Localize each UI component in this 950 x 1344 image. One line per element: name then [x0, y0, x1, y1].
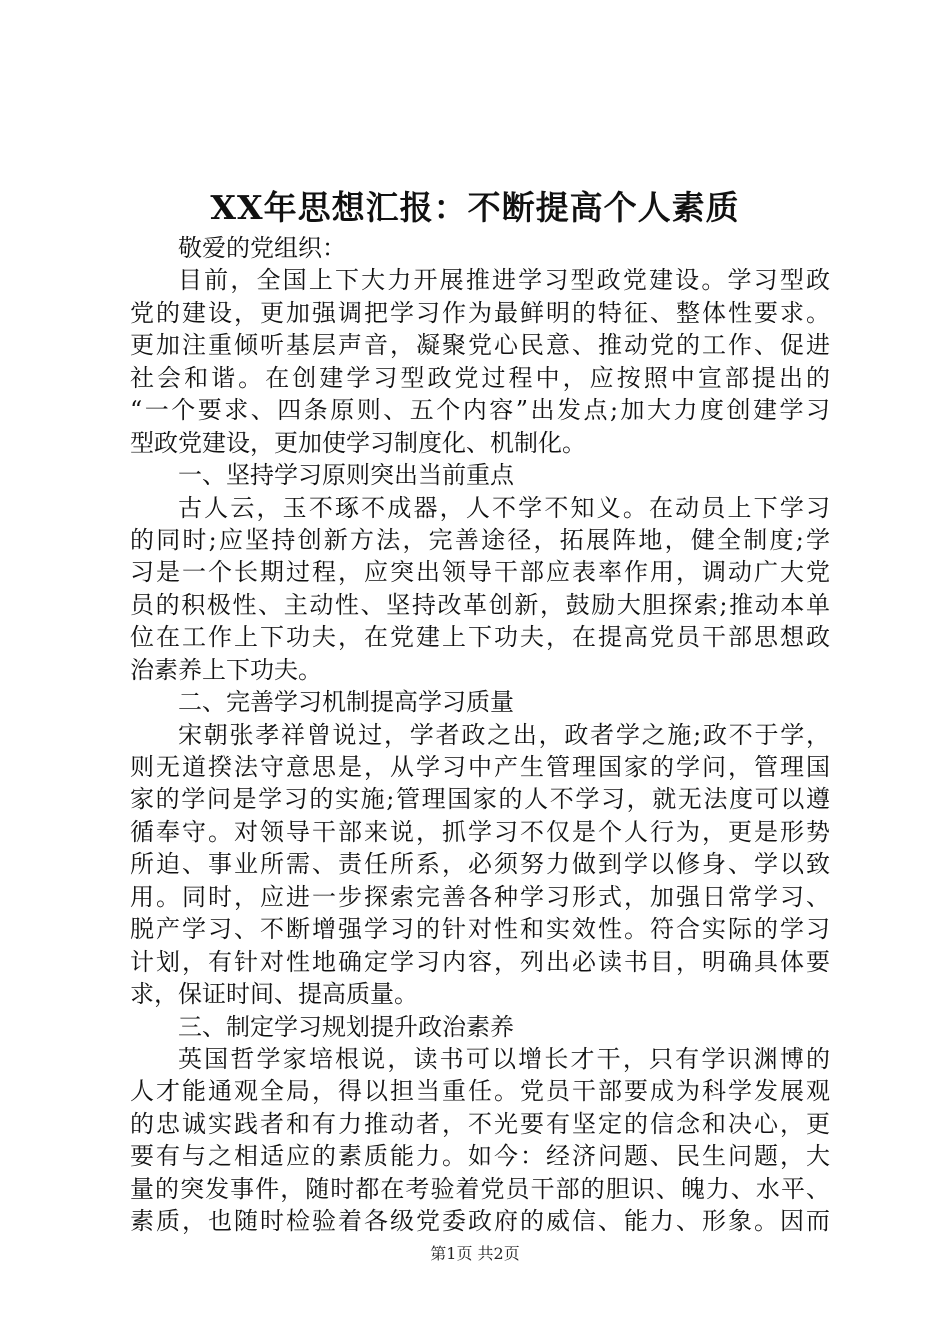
- paragraph-line: 脱产学习、不断增强学习的针对性和实效性。符合实际的学习: [130, 915, 830, 944]
- paragraph-line: 的忠诚实践者和有力推动者，不光要有坚定的信念和决心，更: [130, 1109, 830, 1138]
- section-heading: 二、完善学习机制提高学习质量: [178, 688, 514, 717]
- section-heading: 一、坚持学习原则突出当前重点: [178, 461, 514, 490]
- salutation: 敬爱的党组织：: [178, 234, 346, 262]
- paragraph-line: 用。同时，应进一步探索完善各种学习形式，加强日常学习、: [130, 882, 830, 911]
- paragraph-line: 家的学问是学习的实施;管理国家的人不学习，就无法度可以遵: [130, 785, 830, 814]
- paragraph-line: 人才能通观全局，得以担当重任。党员干部要成为科学发展观: [130, 1077, 830, 1106]
- paragraph-line: “一个要求、四条原则、五个内容”出发点;加大力度创建学习: [130, 396, 830, 425]
- section-heading: 三、制定学习规划提升政治素养: [178, 1012, 514, 1041]
- paragraph-line: 计划，有针对性地确定学习内容，列出必读书目，明确具体要: [130, 947, 830, 976]
- paragraph-line: 位在工作上下功夫，在党建上下功夫，在提高党员干部思想政: [130, 623, 830, 652]
- paragraph-line: 社会和谐。在创建学习型政党过程中，应按照中宣部提出的: [130, 363, 830, 392]
- paragraph-line: 治素养上下功夫。: [130, 655, 322, 684]
- paragraph-line: 古人云，玉不琢不成器，人不学不知义。在动员上下学习: [178, 493, 830, 522]
- paragraph-line: 员的积极性、主动性、坚持改革创新，鼓励大胆探索;推动本单: [130, 590, 830, 619]
- paragraph-line: 宋朝张孝祥曾说过，学者政之出，政者学之施;政不于学，: [178, 720, 830, 749]
- document-body: [130, 232, 830, 1238]
- paragraph-line: 更加注重倾听基层声音，凝聚党心民意、推动党的工作、促进: [130, 331, 830, 360]
- paragraph-line: 素质，也随时检验着各级党委政府的威信、能力、形象。因而: [130, 1207, 830, 1236]
- paragraph-line: 量的突发事件，随时都在考验着党员干部的胆识、魄力、水平、: [130, 1174, 830, 1203]
- paragraph-line: 型政党建设，更加使学习制度化、机制化。: [130, 428, 586, 457]
- paragraph-line: 要有与之相适应的素质能力。如今：经济问题、民生问题，大: [130, 1142, 830, 1171]
- paragraph-line: 所迫、事业所需、责任所系，必须努力做到学以修身、学以致: [130, 850, 830, 879]
- paragraph-line: 的同时;应坚持创新方法，完善途径，拓展阵地，健全制度;学: [130, 525, 830, 554]
- page-footer: 第1页 共2页: [430, 1244, 520, 1263]
- paragraph-line: 目前，全国上下大力开展推进学习型政党建设。学习型政: [178, 266, 830, 295]
- paragraph-line: 英国哲学家培根说，读书可以增长才干，只有学识渊博的: [178, 1044, 830, 1073]
- paragraph-line: 党的建设，更加强调把学习作为最鲜明的特征、整体性要求。: [130, 298, 830, 327]
- paragraph-line: 则无道揆法守意思是，从学习中产生管理国家的学问，管理国: [130, 753, 830, 781]
- paragraph-line: 求，保证时间、提高质量。: [130, 980, 418, 1009]
- paragraph-line: 循奉守。对领导干部来说，抓学习不仅是个人行为，更是形势: [130, 817, 830, 846]
- paragraph-line: 习是一个长期过程，应突出领导干部应表率作用，调动广大党: [130, 558, 830, 587]
- document-title: XX年思想汇报：不断提高个人素质: [210, 188, 740, 227]
